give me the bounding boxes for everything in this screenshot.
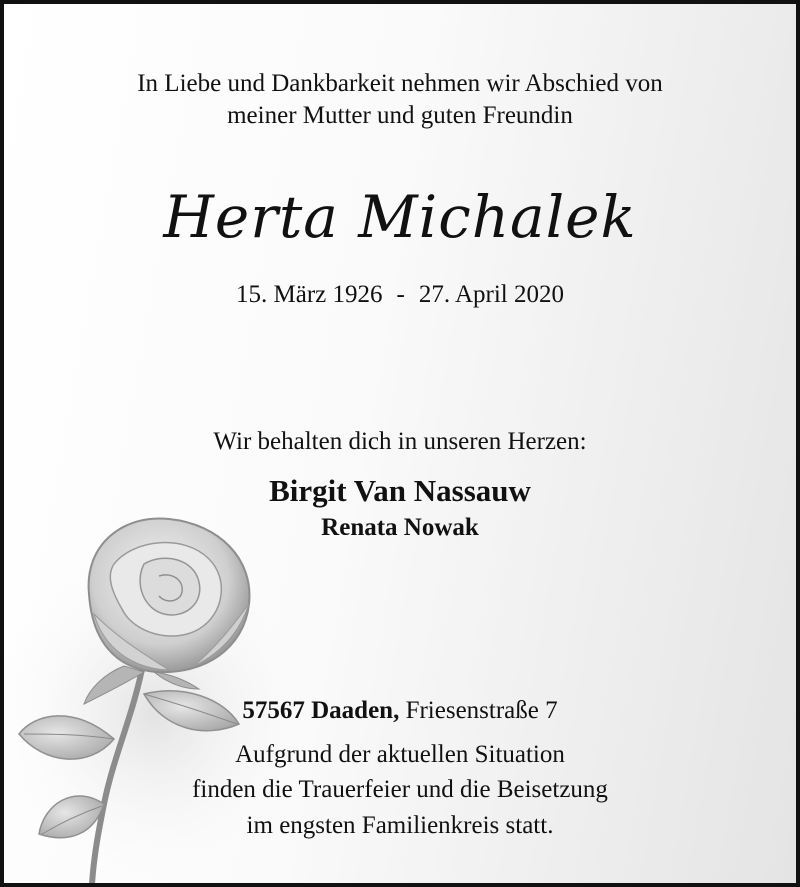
life-dates <box>4 281 796 309</box>
intro-line-2: meiner Mutter und guten Freundin <box>227 102 573 129</box>
address <box>4 697 796 725</box>
closing-line-1: Aufgrund der aktuellen Situation <box>235 741 565 768</box>
date-separator: - <box>396 281 405 308</box>
address-street: Friesenstraße 7 <box>405 697 558 724</box>
death-date: 27. April 2020 <box>418 281 564 308</box>
mourner-secondary: Renata Nowak <box>321 514 479 541</box>
mourner-primary: Birgit Van Nassauw <box>269 473 531 508</box>
deceased-name: Herta Michalek <box>163 183 637 251</box>
closing-line-3: im engsten Familienkreis statt. <box>246 812 554 839</box>
closing-line-2: finden die Trauerfeier und die Beisetzung <box>192 776 608 803</box>
birth-date: 15. März 1926 <box>236 281 383 308</box>
address-city: 57567 Daaden, <box>242 697 400 724</box>
mourners-intro: Wir behalten dich in unseren Herzen: <box>213 428 587 455</box>
intro-line-1: In Liebe und Dankbarkeit nehmen wir Abschied von <box>137 70 663 97</box>
